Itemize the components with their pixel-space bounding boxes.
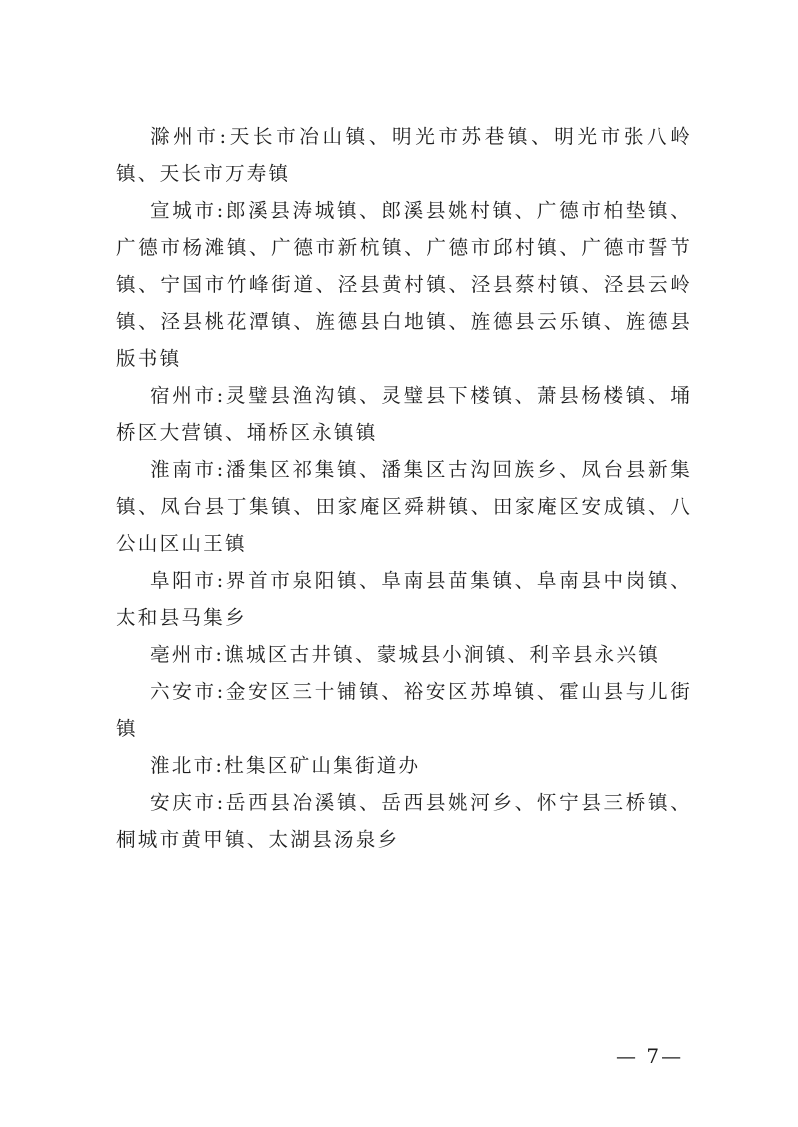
paragraph-bozhou: 亳州市:谯城区古井镇、蒙城县小涧镇、利辛县永兴镇	[150, 643, 661, 666]
paragraph-chuzhou: 滁州市:天长市冶山镇、明光市苏巷镇、明光市张八岭镇、天长市万寿镇	[116, 125, 692, 185]
paragraph-huainan: 淮南市:潘集区祁集镇、潘集区古沟回族乡、凤台县新集镇、凤台县丁集镇、田家庵区舜耕镇、田家庵区安成镇、八公山区山王镇	[116, 458, 692, 555]
paragraph-suzhou: 宿州市:灵璧县渔沟镇、灵璧县下楼镇、萧县杨楼镇、埇桥区大营镇、埇桥区永镇镇	[116, 384, 692, 444]
paragraph-huaibei: 淮北市:杜集区矿山集街道办	[150, 754, 421, 777]
paragraph-xuancheng: 宣城市:郎溪县涛城镇、郎溪县姚村镇、广德市柏垫镇、广德市杨滩镇、广德市新杭镇、广德市邱村镇、广德市誓节镇、宁国市竹峰街道、泾县黄村镇、泾县蔡村镇、泾县云岭镇、泾县桃花潭镇、旌德县白地镇、旌德县云乐镇、旌德县版书镇	[116, 199, 692, 370]
paragraph-anqing: 安庆市:岳西县冶溪镇、岳西县姚河乡、怀宁县三桥镇、桐城市黄甲镇、太湖县汤泉乡	[116, 791, 692, 851]
paragraph-luan: 六安市:金安区三十铺镇、裕安区苏埠镇、霍山县与儿街镇	[116, 680, 692, 740]
document-body	[116, 118, 692, 858]
paragraph-fuyang: 阜阳市:界首市泉阳镇、阜南县苗集镇、阜南县中岗镇、太和县马集乡	[116, 569, 692, 629]
page-number: — 7—	[616, 1044, 684, 1068]
